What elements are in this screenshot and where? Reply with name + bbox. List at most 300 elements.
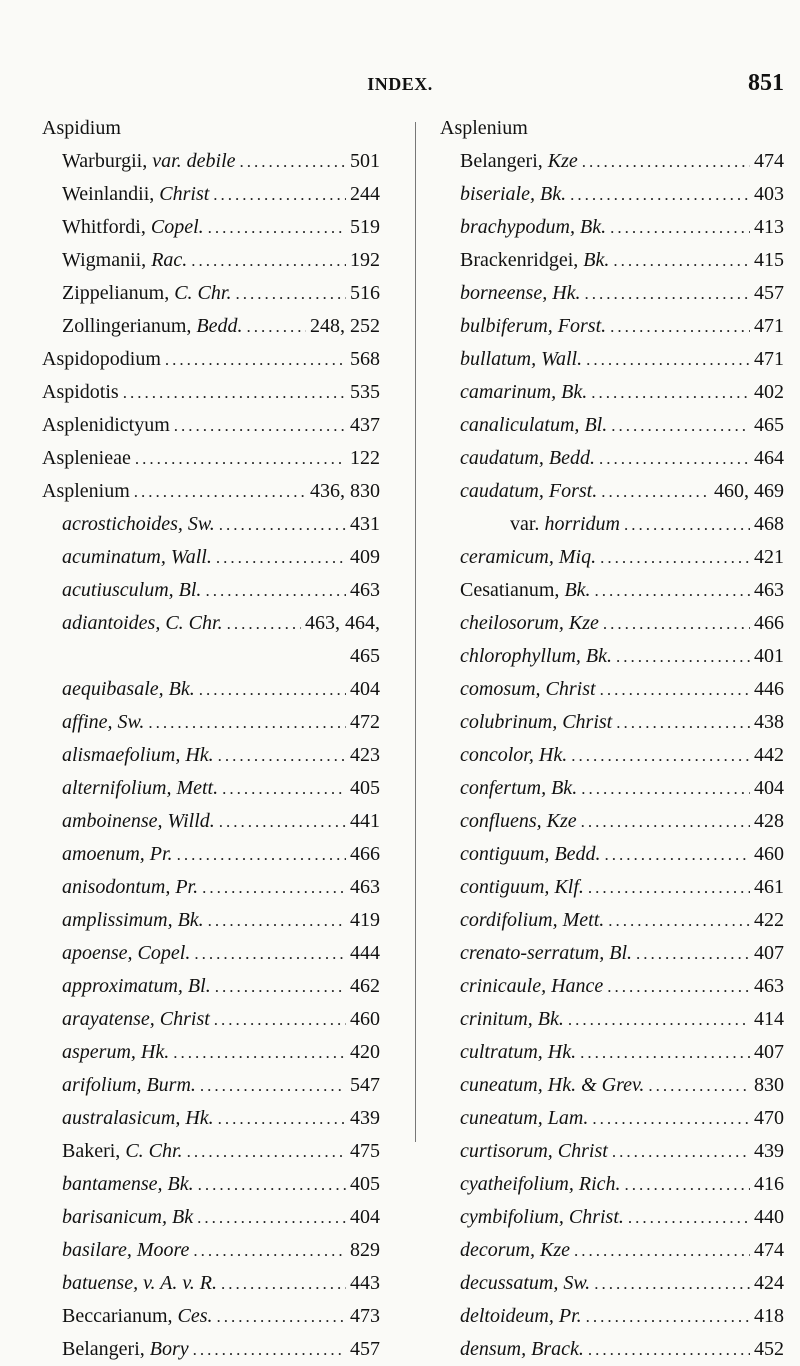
- entry-pages: 422: [754, 909, 784, 931]
- entry-pages: 516: [350, 282, 380, 304]
- entry-name: camarinum, Bk.: [460, 381, 588, 403]
- index-entry: [42, 673, 380, 706]
- entry-name: confluens, Kze: [460, 810, 577, 832]
- index-entry: [42, 244, 380, 277]
- entry-pages: 471: [754, 315, 784, 337]
- entry-pages: 443: [350, 1272, 380, 1294]
- column-divider: [415, 122, 416, 1142]
- entry-pages: 452: [754, 1338, 784, 1360]
- entry-name: deltoideum, Pr.: [460, 1305, 582, 1327]
- index-entry: [42, 310, 380, 343]
- leader-dots: [616, 640, 750, 673]
- index-entry: [440, 574, 784, 607]
- entry-name: Aspidopodium: [42, 348, 161, 370]
- index-entry: [42, 937, 380, 970]
- index-entry: [440, 1267, 784, 1300]
- index-entry: [42, 607, 380, 640]
- index-entry: [42, 1300, 380, 1333]
- entry-name: brachypodum, Bk.: [460, 216, 607, 238]
- leader-dots: [588, 1333, 750, 1366]
- index-entry: [42, 1201, 380, 1234]
- entry-pages: 473: [350, 1305, 380, 1327]
- index-entry: [42, 1333, 380, 1366]
- entry-name: acutiusculum, Bl.: [62, 579, 202, 601]
- entry-pages: 461: [754, 876, 784, 898]
- index-entry: [42, 1102, 380, 1135]
- index-entry: [42, 1003, 380, 1036]
- entry-pages: 192: [350, 249, 380, 271]
- leader-dots: [240, 145, 346, 178]
- entry-pages: 463: [350, 876, 380, 898]
- entry-name: borneense, Hk.: [460, 282, 581, 304]
- leader-dots: [148, 706, 346, 739]
- entry-name: contiguum, Klf.: [460, 876, 584, 898]
- entry-pages: 439: [350, 1107, 380, 1129]
- entry-pages: 470: [754, 1107, 784, 1129]
- entry-name: Cesatianum, Bk.: [460, 579, 591, 601]
- entry-pages: 471: [754, 348, 784, 370]
- leader-dots: [193, 1234, 346, 1267]
- entry-pages: 475: [350, 1140, 380, 1162]
- index-entry: [42, 277, 380, 310]
- entry-name: australasicum, Hk.: [62, 1107, 214, 1129]
- leader-dots: [585, 277, 750, 310]
- index-entry: [42, 1069, 380, 1102]
- entry-pages: 463: [350, 579, 380, 601]
- entry-name: Zippelianum, C. Chr.: [62, 282, 232, 304]
- entry-name: contiguum, Bedd.: [460, 843, 601, 865]
- index-entry: [440, 937, 784, 970]
- entry-pages: 403: [754, 183, 784, 205]
- leader-dots: [214, 1003, 346, 1036]
- entry-pages: 460: [350, 1008, 380, 1030]
- leader-dots: [135, 442, 346, 475]
- leader-dots: [123, 376, 346, 409]
- entry-name: cuneatum, Hk. & Grev.: [460, 1074, 645, 1096]
- entry-name: caudatum, Forst.: [460, 480, 598, 502]
- entry-name: Asplenieae: [42, 447, 131, 469]
- entry-name: apoense, Copel.: [62, 942, 191, 964]
- asplenium-entries-c: [440, 145, 784, 508]
- leader-dots: [208, 211, 346, 244]
- entry-pages: 438: [754, 711, 784, 733]
- entry-name: Asplenidictyum: [42, 414, 170, 436]
- index-entry: [440, 1003, 784, 1036]
- entry-pages: 421: [754, 546, 784, 568]
- entry-name: bantamense, Bk.: [62, 1173, 194, 1195]
- leader-dots: [173, 1036, 346, 1069]
- index-entry: [42, 541, 380, 574]
- entry-name: acrostichoides, Sw.: [62, 513, 215, 535]
- leader-dots: [200, 1069, 346, 1102]
- entry-name: Aspidotis: [42, 381, 119, 403]
- entry-pages: 122: [350, 447, 380, 469]
- entry-name: cyatheifolium, Rich.: [460, 1173, 621, 1195]
- index-entry: [42, 574, 380, 607]
- entry-pages: 457: [754, 282, 784, 304]
- entry-pages: 413: [754, 216, 784, 238]
- entry-name: decorum, Kze: [460, 1239, 570, 1261]
- entry-name: chlorophyllum, Bk.: [460, 645, 613, 667]
- entry-pages: 414: [754, 1008, 784, 1030]
- index-entry: [440, 1069, 784, 1102]
- leader-dots: [608, 904, 750, 937]
- asplenium-entries-d: [440, 541, 784, 1366]
- leader-dots: [571, 739, 750, 772]
- entry-pages: 244: [350, 183, 380, 205]
- entry-pages: 464: [754, 447, 784, 469]
- leader-dots: [198, 1168, 346, 1201]
- entry-pages: 418: [754, 1305, 784, 1327]
- entry-pages: 444: [350, 942, 380, 964]
- entry-name: cultratum, Hk.: [460, 1041, 577, 1063]
- entry-pages: 401: [754, 645, 784, 667]
- entry-pages: 404: [754, 777, 784, 799]
- entry-name: batuense, v. A. v. R.: [62, 1272, 217, 1294]
- index-entry: [440, 1333, 784, 1366]
- index-entry: [440, 178, 784, 211]
- entry-name: arayatense, Christ: [62, 1008, 210, 1030]
- entry-pages: 830: [754, 1074, 784, 1096]
- index-entry: [440, 673, 784, 706]
- leader-dots: [601, 475, 710, 508]
- index-entry: [42, 706, 380, 739]
- entry-name: asperum, Hk.: [62, 1041, 170, 1063]
- entry-pages: 404: [350, 678, 380, 700]
- leader-dots: [218, 1102, 346, 1135]
- index-entry: [440, 310, 784, 343]
- leader-dots: [582, 145, 750, 178]
- index-entry: [440, 970, 784, 1003]
- leader-dots: [205, 574, 346, 607]
- index-entry: [42, 1234, 380, 1267]
- entry-pages: 460, 469: [714, 480, 784, 502]
- leader-dots: [221, 1267, 346, 1300]
- index-entry: [42, 442, 380, 475]
- asplenium-entries-b: [42, 673, 380, 1366]
- running-header: INDEX.: [367, 74, 433, 94]
- entry-name: amplissimum, Bk.: [62, 909, 204, 931]
- leader-dots: [191, 244, 346, 277]
- leader-dots: [591, 376, 750, 409]
- leader-dots: [581, 805, 750, 838]
- entry-name: biseriale, Bk.: [460, 183, 567, 205]
- index-entry: [42, 970, 380, 1003]
- entry-name: acuminatum, Wall.: [62, 546, 212, 568]
- index-entry: [440, 607, 784, 640]
- entry-pages: 407: [754, 942, 784, 964]
- entry-name: Zollingerianum, Bedd.: [62, 315, 243, 337]
- entry-name: colubrinum, Christ: [460, 711, 613, 733]
- entry-pages: 462: [350, 975, 380, 997]
- entry-pages: 474: [754, 1239, 784, 1261]
- entry-pages: 441: [350, 810, 380, 832]
- index-entry: [440, 739, 784, 772]
- entry-name: Wigmanii, Rac.: [62, 249, 188, 271]
- entry-pages: 437: [350, 414, 380, 436]
- leader-dots: [605, 838, 750, 871]
- index-entry: [42, 376, 380, 409]
- leader-dots: [624, 508, 750, 541]
- index-entry: [440, 1102, 784, 1135]
- entry-name: Bakeri, C. Chr.: [62, 1140, 183, 1162]
- variety-entry: [440, 508, 784, 541]
- leader-dots: [603, 607, 750, 640]
- index-entry: [440, 1300, 784, 1333]
- entry-pages: 419: [350, 909, 380, 931]
- leader-dots: [625, 1168, 750, 1201]
- entry-name: crinitum, Bk.: [460, 1008, 564, 1030]
- leader-dots: [208, 904, 346, 937]
- section-heading: Aspidium: [42, 117, 121, 139]
- right-column: [440, 112, 784, 1366]
- entry-name: approximatum, Bl.: [62, 975, 211, 997]
- top-level-entries: [42, 343, 380, 508]
- entry-pages: 463, 464,: [305, 612, 380, 634]
- leader-dots: [227, 607, 301, 640]
- index-entry: [42, 739, 380, 772]
- entry-name: comosum, Christ: [460, 678, 596, 700]
- index-entry: [42, 904, 380, 937]
- entry-name: cymbifolium, Christ.: [460, 1206, 624, 1228]
- index-entry: [42, 1036, 380, 1069]
- index-entry: [42, 475, 380, 508]
- entry-pages: 463: [754, 975, 784, 997]
- entry-pages: 415: [754, 249, 784, 271]
- index-entry: [440, 1168, 784, 1201]
- entry-pages: 420: [350, 1041, 380, 1063]
- index-entry: [42, 805, 380, 838]
- leader-dots: [610, 310, 750, 343]
- entry-pages: 248, 252: [310, 315, 380, 337]
- entry-name: Asplenium: [42, 480, 130, 502]
- entry-name: Weinlandii, Christ: [62, 183, 210, 205]
- entry-name: amoenum, Pr.: [62, 843, 173, 865]
- entry-name: arifolium, Burm.: [62, 1074, 196, 1096]
- entry-pages: 519: [350, 216, 380, 238]
- index-entry: [440, 508, 784, 541]
- page-number: 851: [748, 70, 784, 96]
- asplenium-entries-a: [42, 508, 380, 640]
- index-entry: [440, 343, 784, 376]
- entry-pages: 416: [754, 1173, 784, 1195]
- entry-pages: 436, 830: [310, 480, 380, 502]
- leader-dots: [219, 805, 346, 838]
- entry-name: crinicaule, Hance: [460, 975, 604, 997]
- entry-pages: 474: [754, 150, 784, 172]
- index-entry: [440, 904, 784, 937]
- entry-name: concolor, Hk.: [460, 744, 568, 766]
- index-entry: [440, 772, 784, 805]
- index-entry: [42, 343, 380, 376]
- leader-dots: [628, 1201, 750, 1234]
- page-continuation: 465: [350, 645, 380, 667]
- leader-dots: [612, 1135, 750, 1168]
- entry-name: cuneatum, Lam.: [460, 1107, 589, 1129]
- index-entry: [440, 541, 784, 574]
- index-entry: [440, 871, 784, 904]
- leader-dots: [193, 1333, 346, 1366]
- entry-pages: 409: [350, 546, 380, 568]
- leader-dots: [594, 1267, 750, 1300]
- index-entry: [440, 805, 784, 838]
- leader-dots: [636, 937, 750, 970]
- leader-dots: [588, 871, 750, 904]
- entry-name: adiantoides, C. Chr.: [62, 612, 223, 634]
- entry-name: curtisorum, Christ: [460, 1140, 608, 1162]
- entry-pages: 457: [350, 1338, 380, 1360]
- entry-pages: 423: [350, 744, 380, 766]
- index-entry: [42, 508, 380, 541]
- leader-dots: [216, 541, 346, 574]
- entry-pages: 501: [350, 150, 380, 172]
- index-entry: [440, 640, 784, 673]
- leader-dots: [202, 871, 346, 904]
- index-entry: [440, 1135, 784, 1168]
- entry-name: Belangeri, Bory: [62, 1338, 189, 1360]
- entry-name: affine, Sw.: [62, 711, 145, 733]
- index-entry: [42, 838, 380, 871]
- leader-dots: [219, 508, 346, 541]
- index-entry: [440, 442, 784, 475]
- leader-dots: [600, 541, 750, 574]
- index-entry: [42, 1135, 380, 1168]
- leader-dots: [586, 343, 750, 376]
- entry-pages: 404: [350, 1206, 380, 1228]
- entry-pages: 402: [754, 381, 784, 403]
- entry-pages: 439: [754, 1140, 784, 1162]
- entry-name: var. horridum: [510, 513, 621, 535]
- leader-dots: [247, 310, 306, 343]
- index-entry: [42, 178, 380, 211]
- entry-name: Whitfordi, Copel.: [62, 216, 204, 238]
- leader-dots: [580, 1036, 750, 1069]
- leader-dots: [568, 1003, 750, 1036]
- leader-dots: [218, 739, 346, 772]
- entry-name: densum, Brack.: [460, 1338, 584, 1360]
- index-entry: [440, 244, 784, 277]
- index-entry: [42, 871, 380, 904]
- entry-pages: 829: [350, 1239, 380, 1261]
- entry-pages: 535: [350, 381, 380, 403]
- index-entry: [440, 475, 784, 508]
- leader-dots: [600, 673, 750, 706]
- leader-dots: [616, 706, 750, 739]
- entry-name: Brackenridgei, Bk.: [460, 249, 610, 271]
- entry-pages: 466: [754, 612, 784, 634]
- leader-dots: [174, 409, 346, 442]
- index-entry: [42, 1168, 380, 1201]
- leader-dots: [194, 937, 346, 970]
- entry-pages: 547: [350, 1074, 380, 1096]
- leader-dots: [581, 772, 750, 805]
- index-entry: [440, 277, 784, 310]
- aspidium-entries: [42, 145, 380, 343]
- section-heading-right: Asplenium: [440, 117, 528, 139]
- entry-pages: 442: [754, 744, 784, 766]
- leader-dots: [607, 970, 750, 1003]
- entry-pages: 568: [350, 348, 380, 370]
- entry-name: alternifolium, Mett.: [62, 777, 219, 799]
- leader-dots: [199, 673, 346, 706]
- entry-pages: 472: [350, 711, 380, 733]
- leader-dots: [570, 178, 750, 211]
- entry-name: Belangeri, Kze: [460, 150, 578, 172]
- index-entry: [440, 1201, 784, 1234]
- entry-name: ceramicum, Miq.: [460, 546, 597, 568]
- entry-name: crenato-serratum, Bl.: [460, 942, 633, 964]
- leader-dots: [592, 1102, 750, 1135]
- entry-pages: 424: [754, 1272, 784, 1294]
- leader-dots: [215, 970, 346, 1003]
- index-entry: [440, 838, 784, 871]
- index-entry: [440, 1234, 784, 1267]
- leader-dots: [595, 574, 750, 607]
- leader-dots: [610, 211, 750, 244]
- entry-name: Beccarianum, Ces.: [62, 1305, 213, 1327]
- leader-dots: [217, 1300, 347, 1333]
- leader-dots: [165, 343, 346, 376]
- index-entry: [440, 376, 784, 409]
- entry-name: confertum, Bk.: [460, 777, 578, 799]
- entry-name: aequibasale, Bk.: [62, 678, 195, 700]
- entry-pages: 440: [754, 1206, 784, 1228]
- index-entry: [42, 211, 380, 244]
- leader-dots: [611, 409, 750, 442]
- entry-name: decussatum, Sw.: [460, 1272, 591, 1294]
- entry-name: bulbiferum, Forst.: [460, 315, 607, 337]
- entry-name: caudatum, Bedd.: [460, 447, 595, 469]
- entry-pages: 446: [754, 678, 784, 700]
- entry-pages: 407: [754, 1041, 784, 1063]
- leader-dots: [177, 838, 346, 871]
- entry-name: amboinense, Willd.: [62, 810, 215, 832]
- entry-name: Warburgii, var. debile: [62, 150, 236, 172]
- index-entry: [42, 409, 380, 442]
- entry-pages: 466: [350, 843, 380, 865]
- leader-dots: [586, 1300, 750, 1333]
- leader-dots: [197, 1201, 346, 1234]
- leader-dots: [222, 772, 346, 805]
- entry-name: basilare, Moore: [62, 1239, 190, 1261]
- index-entry: [440, 706, 784, 739]
- leader-dots: [213, 178, 346, 211]
- leader-dots: [599, 442, 750, 475]
- index-entry: [42, 772, 380, 805]
- entry-pages: 405: [350, 1173, 380, 1195]
- leader-dots: [235, 277, 346, 310]
- index-entry: [440, 211, 784, 244]
- index-entry: [440, 145, 784, 178]
- entry-pages: 463: [754, 579, 784, 601]
- entry-pages: 405: [350, 777, 380, 799]
- entry-pages: 460: [754, 843, 784, 865]
- index-entry: [42, 145, 380, 178]
- leader-dots: [613, 244, 750, 277]
- entry-name: anisodontum, Pr.: [62, 876, 199, 898]
- index-entry: [440, 1036, 784, 1069]
- index-entry: [42, 1267, 380, 1300]
- entry-pages: 465: [754, 414, 784, 436]
- leader-dots: [134, 475, 306, 508]
- entry-name: cordifolium, Mett.: [460, 909, 605, 931]
- leader-dots: [187, 1135, 346, 1168]
- entry-pages: 431: [350, 513, 380, 535]
- leader-dots: [648, 1069, 750, 1102]
- entry-name: canaliculatum, Bl.: [460, 414, 608, 436]
- left-column: [42, 112, 380, 1366]
- entry-pages: 428: [754, 810, 784, 832]
